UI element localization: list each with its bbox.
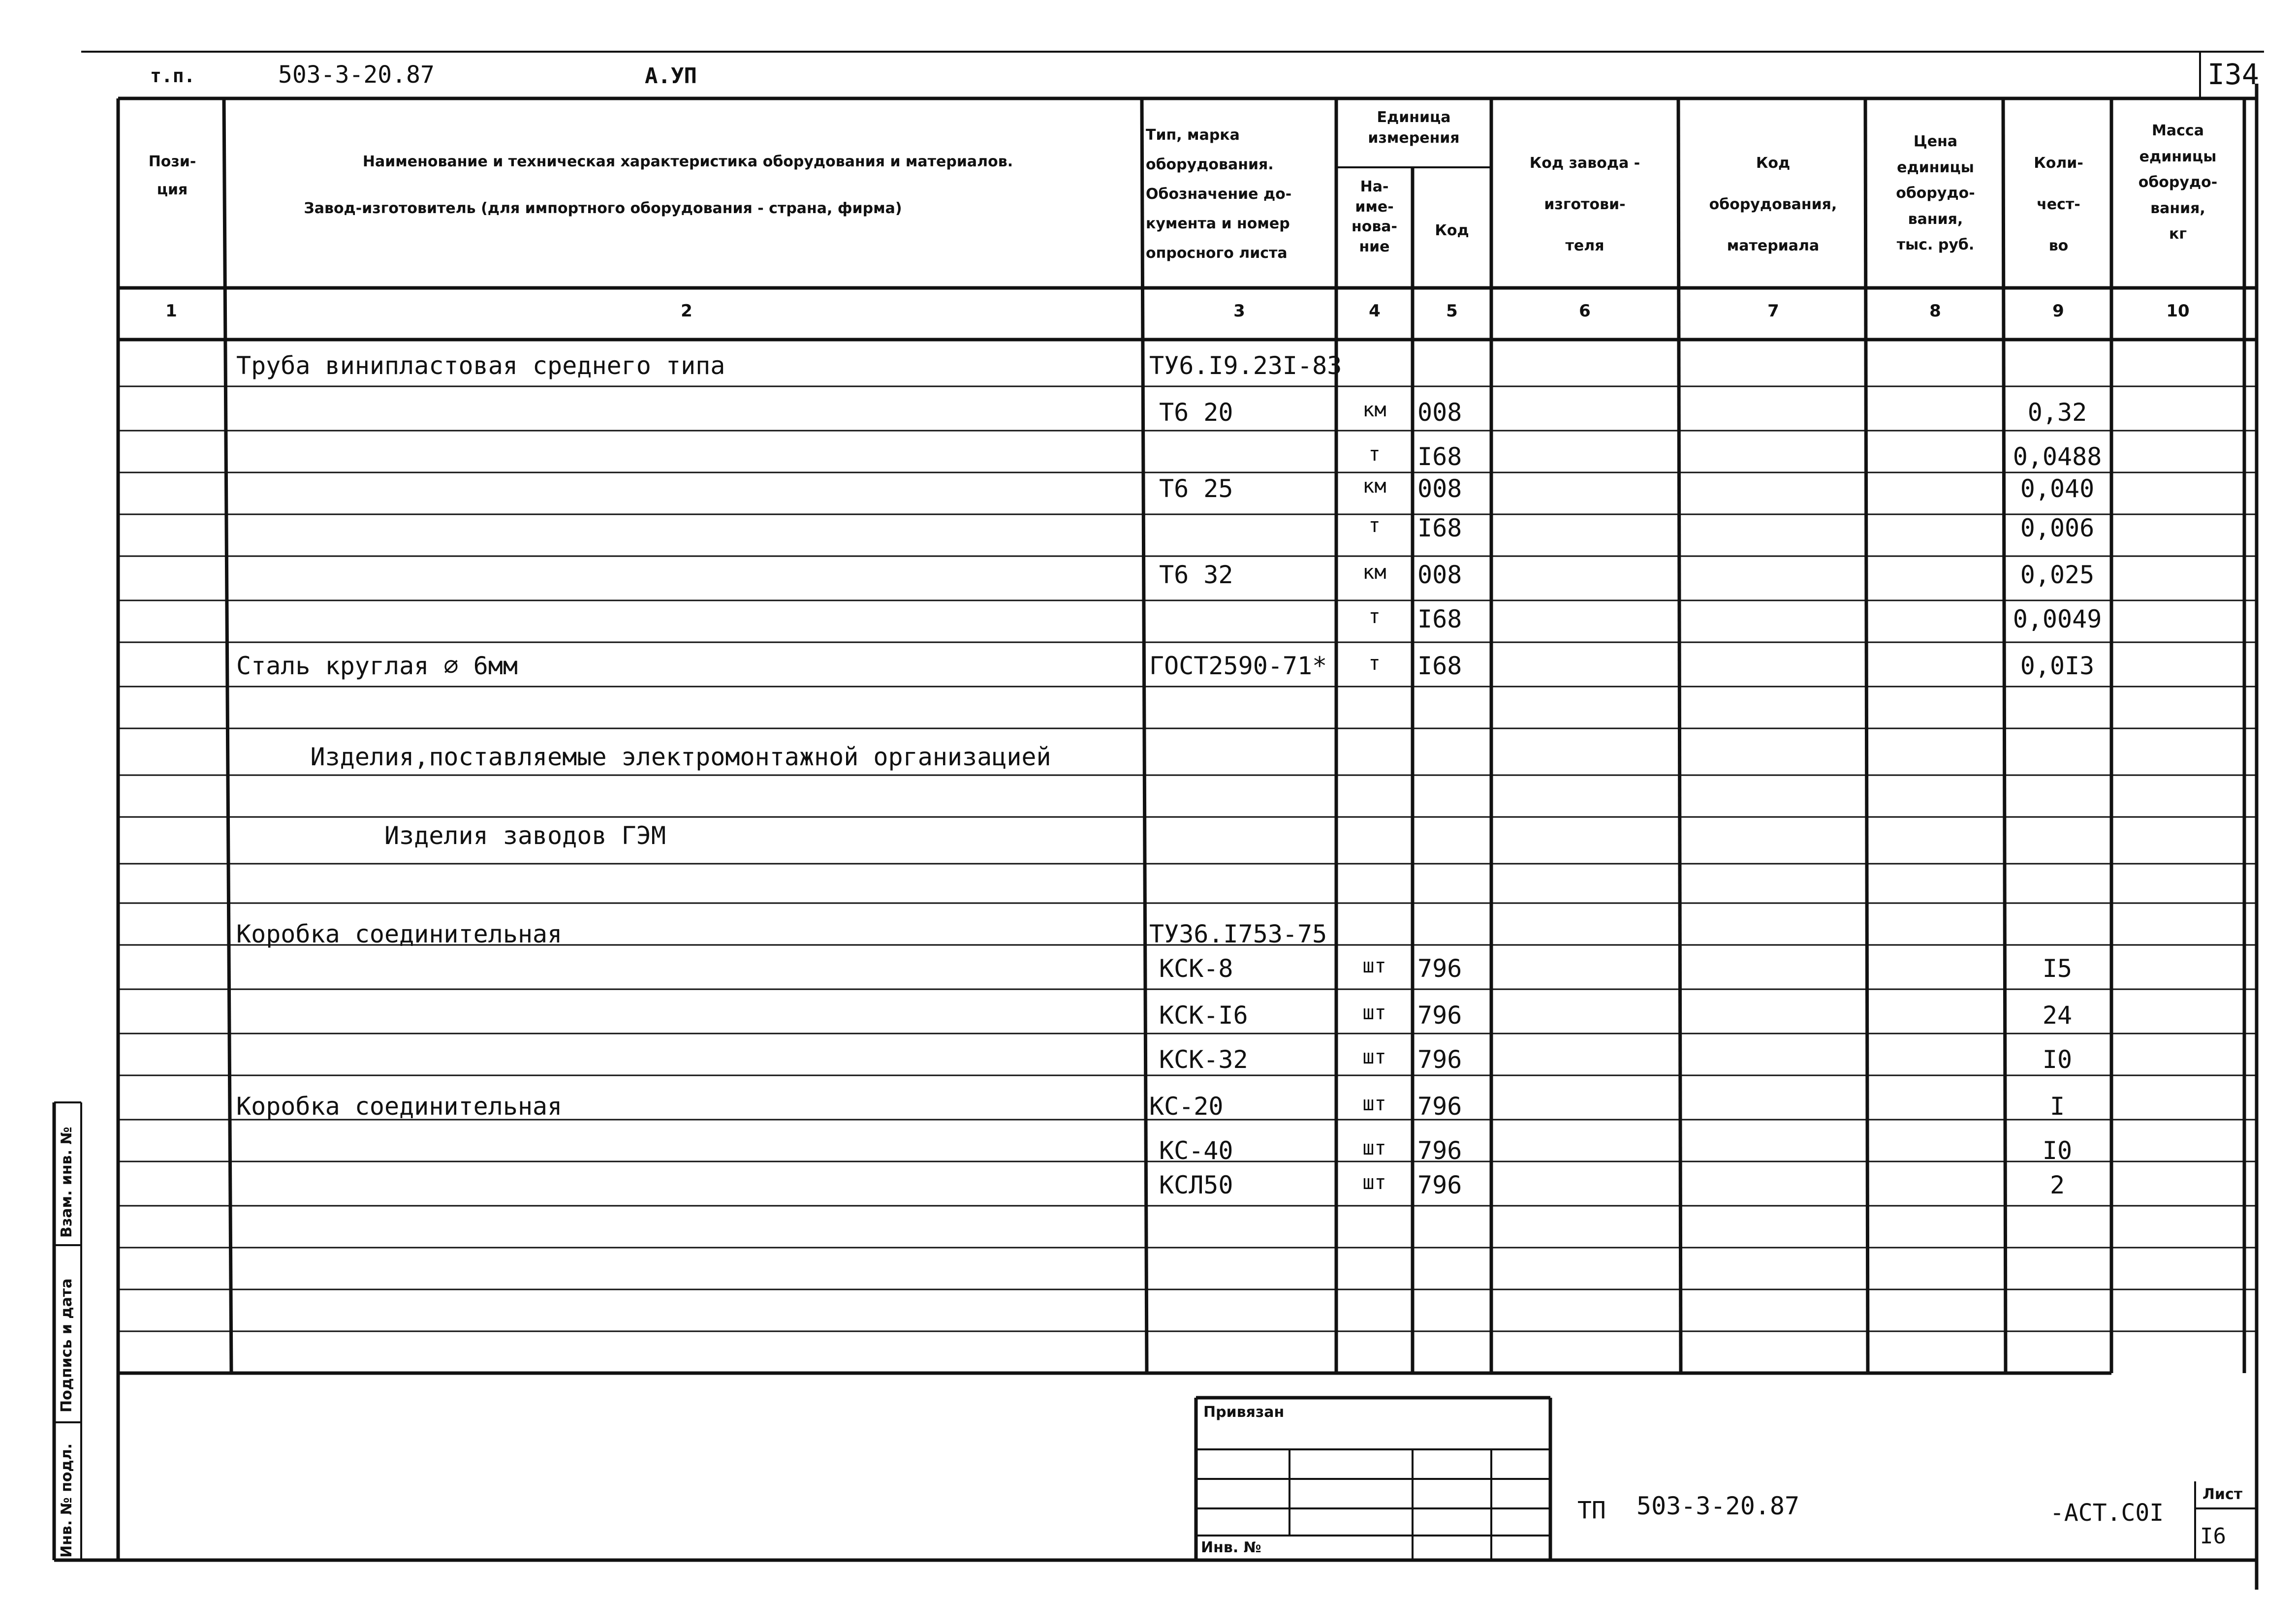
cell-name: Коробка соединительная: [236, 1092, 563, 1121]
cell-name: Изделия заводов ГЭМ: [236, 821, 666, 850]
cell-type: КСК-8: [1159, 954, 1233, 983]
cell-code: I68: [1417, 652, 1462, 680]
project-number: 503-3-20.87: [278, 61, 435, 89]
cell-type: КС-40: [1159, 1136, 1233, 1165]
cell-code: 008: [1417, 474, 1462, 503]
album-code: А.УП: [645, 63, 697, 89]
cell-quantity: I: [2049, 1092, 2065, 1121]
side-sign-date: Подпись и дата: [58, 1278, 75, 1412]
cell-unit: шт: [1362, 955, 1386, 977]
cell-code: 796: [1417, 1001, 1462, 1030]
sheet-number: I34: [2207, 58, 2259, 91]
cell-code: I68: [1417, 605, 1462, 633]
stamp-doc-prefix: ТП: [1577, 1497, 1606, 1524]
cell-code: 796: [1417, 1045, 1462, 1074]
cell-code: 796: [1417, 954, 1462, 983]
tp-label: т.п.: [150, 65, 195, 87]
header-unit-name: На- име- нова- ние: [1351, 178, 1398, 255]
column-number: 8: [1929, 301, 1941, 321]
column-number: 3: [1233, 301, 1245, 321]
header-position: Пози- ция: [148, 153, 196, 198]
header-mass: Масса единицы оборудо- вания, кг: [2138, 122, 2218, 243]
header-name-line2: Завод-изготовитель (для импортного оборудования - страна, фирма): [304, 200, 902, 217]
cell-quantity: 0,040: [2020, 474, 2095, 503]
side-inv-original: Инв. № подл.: [58, 1443, 75, 1558]
cell-name: Труба винипластовая среднего типа: [236, 351, 725, 380]
cell-code: I68: [1417, 442, 1462, 471]
cell-unit: шт: [1362, 1137, 1386, 1160]
cell-type: Т6 25: [1159, 474, 1233, 503]
cell-quantity: 0,0488: [2013, 442, 2102, 471]
column-number: 5: [1446, 301, 1458, 321]
cell-quantity: 0,32: [2027, 398, 2087, 427]
cell-code: I68: [1417, 514, 1462, 542]
cell-unit: шт: [1362, 1093, 1386, 1115]
header-equipment-code: Код оборудования, материала: [1709, 155, 1837, 254]
cell-name: Сталь круглая ∅ 6мм: [236, 652, 518, 680]
cell-name: Изделия,поставляемые электромонтажной организацией: [236, 743, 1051, 771]
header-price: Цена единицы оборудо- вания, тыс. руб.: [1896, 133, 1975, 253]
header-factory-code: Код завода - изготови- теля: [1529, 155, 1640, 254]
stamp-sheet-label: Лист: [2202, 1486, 2243, 1503]
cell-type: ГОСТ2590-71*: [1149, 652, 1327, 680]
cell-unit: т: [1368, 652, 1381, 675]
cell-quantity: 0,0049: [2013, 605, 2102, 633]
cell-type: Т6 32: [1159, 561, 1233, 589]
cell-unit: шт: [1362, 1002, 1386, 1024]
cell-quantity: 0,025: [2020, 561, 2095, 589]
cell-unit: км: [1362, 399, 1386, 421]
stamp-sheet-number: I6: [2200, 1524, 2226, 1549]
cell-unit: шт: [1362, 1171, 1386, 1194]
cell-quantity: I5: [2042, 954, 2073, 983]
cell-unit: т: [1368, 514, 1381, 537]
side-vzam-inv: Взам. инв. №: [58, 1127, 75, 1238]
column-number: 2: [681, 301, 692, 321]
cell-code: 008: [1417, 398, 1462, 427]
stamp-doc-number: 503-3-20.87: [1636, 1492, 1800, 1520]
cell-quantity: I0: [2042, 1045, 2073, 1074]
header-quantity: Коли- чест- во: [2034, 155, 2083, 254]
header-unit: Единица измерения: [1368, 109, 1460, 147]
cell-unit: т: [1368, 443, 1381, 466]
column-number: 10: [2166, 301, 2190, 321]
cell-code: 008: [1417, 561, 1462, 589]
cell-quantity: 24: [2042, 1001, 2073, 1030]
header-unit-code: Код: [1435, 222, 1469, 239]
cell-code: 796: [1417, 1092, 1462, 1121]
cell-name: Коробка соединительная: [236, 920, 563, 948]
cell-quantity: 0,0I3: [2020, 652, 2095, 680]
cell-type: КС-20: [1149, 1092, 1224, 1121]
cell-code: 796: [1417, 1136, 1462, 1165]
cell-type: КСЛ50: [1159, 1171, 1233, 1199]
column-number: 6: [1579, 301, 1591, 321]
stamp-attached-label: Привязан: [1203, 1404, 1285, 1421]
column-number: 7: [1767, 301, 1779, 321]
cell-type: ТУ36.I753-75: [1149, 920, 1327, 948]
cell-unit: т: [1368, 605, 1381, 628]
cell-type: КСК-32: [1159, 1045, 1248, 1074]
cell-quantity: I0: [2042, 1136, 2073, 1165]
column-number: 9: [2052, 301, 2064, 321]
cell-code: 796: [1417, 1171, 1462, 1199]
stamp-doc-suffix: -АСТ.С0I: [2050, 1499, 2164, 1527]
header-name-line1: Наименование и техническая характеристика оборудования и материалов.: [362, 153, 1013, 170]
cell-quantity: 2: [2049, 1171, 2065, 1199]
stamp-inv-label: Инв. №: [1201, 1539, 1261, 1556]
cell-type: КСК-I6: [1159, 1001, 1248, 1030]
cell-unit: км: [1362, 475, 1386, 498]
cell-unit: шт: [1362, 1046, 1386, 1068]
cell-unit: км: [1362, 561, 1386, 584]
cell-type: Т6 20: [1159, 398, 1233, 427]
header-type: Тип, марка оборудования. Обозначение до- кумента и номер опросного листа: [1146, 126, 1292, 262]
column-number: 1: [165, 301, 177, 321]
cell-quantity: 0,006: [2020, 514, 2095, 542]
cell-type: ТУ6.I9.23I-83: [1149, 351, 1342, 380]
column-number: 4: [1369, 301, 1381, 321]
